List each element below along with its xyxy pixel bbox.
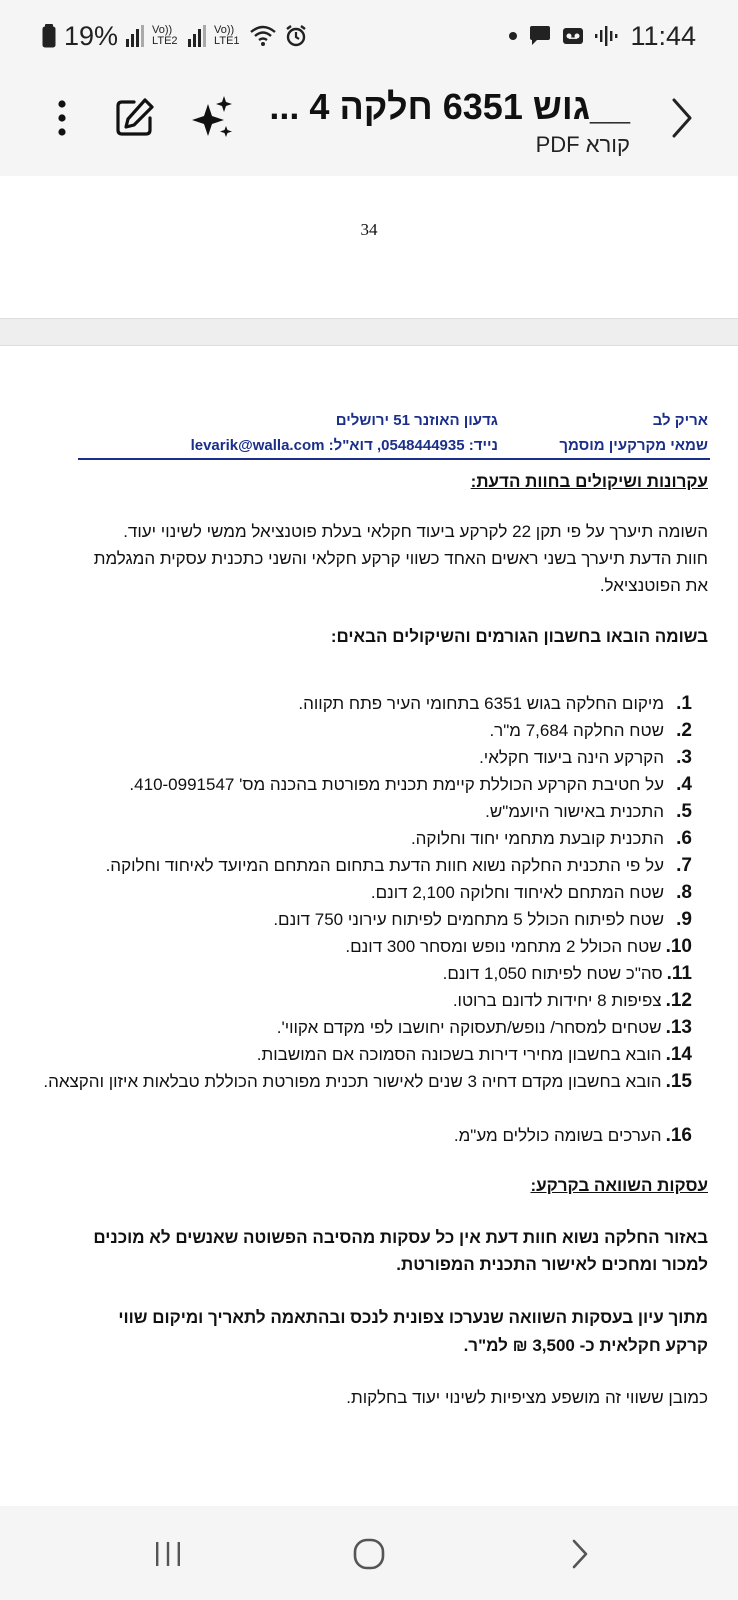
app-subtitle: קורא PDF <box>535 132 630 157</box>
paragraph-line: חוות הדעת תיערך בשני ראשים האחד כשווי קרקע חקלאי והשני כתכנית עסקית המגלמת <box>93 549 708 568</box>
wifi-icon <box>250 25 276 47</box>
letterhead-divider <box>78 458 710 460</box>
item-number: 10. <box>665 936 692 957</box>
item-number: 15. <box>665 1071 692 1092</box>
voicemail-icon <box>562 25 584 47</box>
recents-button[interactable] <box>144 1530 192 1578</box>
signal-icon-2 <box>188 25 206 47</box>
status-right <box>508 18 696 54</box>
item-text: התכנית קובעת מתחמי יחוד וחלוקה. <box>410 829 664 848</box>
item-text: צפיפות 8 יחידות לדונם ברוטו. <box>452 991 662 1010</box>
nav-back-button[interactable] <box>556 1530 604 1578</box>
list-item <box>12 1068 692 1122</box>
list-item <box>12 825 692 852</box>
sim1-label: Vo)) LTE2 <box>152 24 178 47</box>
pdf-viewer[interactable] <box>0 176 738 1506</box>
item-text: סה"כ שטח לפיתוח 1,050 דונם. <box>442 964 663 983</box>
item-number: 8. <box>676 882 692 903</box>
sound-wave-icon <box>594 25 620 47</box>
item-number: 3. <box>676 747 692 768</box>
section-title-factors: בשומה הובאו בחשבון הגורמים והשיקולים הבאים: <box>330 627 708 646</box>
list-item <box>12 744 692 771</box>
item-number: 6. <box>676 828 692 849</box>
paragraph-line: את הפוטנציאל. <box>599 576 708 595</box>
chevron-back-icon <box>670 97 694 139</box>
signal-icon <box>126 25 144 47</box>
item-number: 4. <box>676 774 692 795</box>
list-item <box>12 1041 692 1068</box>
edit-icon <box>110 94 158 142</box>
section-title-comparables: עסקות השוואה בקרקע: <box>530 1176 708 1195</box>
list-item <box>12 987 692 1014</box>
document-title: __גוש 6351 חלקה 4 ... <box>269 86 630 127</box>
paragraph-line: באזור החלקה נשוא חוות דעת אין כל עסקות מהסיבה הפשוטה שאנשים לא מוכנים <box>93 1228 708 1247</box>
item-text: הערכים בשומה כוללים מע"מ. <box>453 1126 662 1145</box>
appraiser-contact: נייד: 0548444935, דוא"ל: levarik@walla.com <box>190 437 498 454</box>
factors-list <box>12 690 692 1149</box>
item-text: על חטיבת הקרקע הכוללת קיימת תכנית מפורטת בהכנה מס' 410-0991547. <box>129 775 664 794</box>
item-number: 1. <box>676 693 692 714</box>
system-nav-bar <box>0 1506 738 1600</box>
item-text: הובא בחשבון מקדם דחיה 3 שנים לאישור תכנית מפורטת הכוללת טבלאות איזון והקצאה. <box>43 1072 662 1091</box>
battery-icon <box>42 24 56 48</box>
sim2-label: Vo)) LTE1 <box>214 24 240 47</box>
recents-icon <box>153 1539 183 1569</box>
alarm-icon <box>284 24 308 48</box>
list-item <box>12 798 692 825</box>
appraiser-role: שמאי מקרקעין מוסמך <box>559 437 708 454</box>
item-text: שטח החלקה 7,684 מ"ר. <box>489 721 664 740</box>
more-options-button[interactable] <box>44 94 80 142</box>
page-separator <box>0 318 738 346</box>
section-title-principles: עקרונות ושיקולים בחוות הדעת: <box>470 472 708 491</box>
item-text: התכנית באישור היועמ"ש. <box>485 802 664 821</box>
clock: 11:44 <box>630 20 696 51</box>
home-icon <box>352 1537 386 1571</box>
list-item <box>12 771 692 798</box>
status-left <box>42 18 308 54</box>
paragraph-line: למכור ומחכים לאישור התכנית המפורטת. <box>396 1255 708 1274</box>
item-text: הקרקע הינה ביעוד חקלאי. <box>479 748 664 767</box>
item-text: מיקום החלקה בגוש 6351 בתחומי העיר פתח תקווה. <box>298 694 664 713</box>
item-text: על פי התכנית החלקה נשוא חוות הדעת בתחום המתחם המיועד לאיחוד וחלוקה. <box>105 856 664 875</box>
paragraph-line: כמובן ששווי זה מושפע מציפיות לשינוי יעוד בחלקות. <box>346 1388 708 1407</box>
ai-assist-button[interactable] <box>188 92 238 142</box>
item-number: 13. <box>665 1017 692 1038</box>
back-button[interactable] <box>662 92 702 144</box>
appraiser-address: גדעון האוזנר 51 ירושלים <box>335 412 498 429</box>
item-number: 11. <box>666 963 692 984</box>
item-text: שטח לפיתוח הכולל 5 מתחמים לפיתוח עירוני 750 דונם. <box>273 910 664 929</box>
chat-icon <box>528 25 552 47</box>
paragraph-line: קרקע חקלאית כ- 3,500 ₪ למ"ר. <box>463 1336 708 1355</box>
battery-percent: 19% <box>64 20 119 51</box>
item-number: 9. <box>676 909 692 930</box>
item-number: 7. <box>676 855 692 876</box>
dot-icon <box>508 31 518 41</box>
home-button[interactable] <box>345 1530 393 1578</box>
item-number: 2. <box>676 720 692 741</box>
item-number: 14. <box>665 1044 692 1065</box>
item-text: שטח המתחם לאיחוד וחלוקה 2,100 דונם. <box>370 883 664 902</box>
letterhead-contact-block <box>191 408 498 458</box>
item-text: שטח הכולל 2 מתחמי נופש ומסחר 300 דונם. <box>345 937 662 956</box>
status-bar <box>0 0 738 72</box>
page-number: 34 <box>360 220 378 239</box>
item-number: 12. <box>665 990 692 1011</box>
list-item <box>12 906 692 933</box>
sparkle-icon <box>188 92 238 142</box>
list-item <box>12 1014 692 1041</box>
app-bar <box>0 72 738 176</box>
more-vert-icon <box>44 94 80 142</box>
paragraph-line: מתוך עיון בעסקות השוואה שנערכו צפונית לנכס ובהתאמה לתאריך ומיקום שווי <box>118 1308 708 1327</box>
letterhead-name-block <box>559 408 708 458</box>
list-item <box>12 960 692 987</box>
list-item <box>12 933 692 960</box>
item-text: הובא בחשבון מחירי דירות בשכונה הסמוכה אם המושבות. <box>256 1045 662 1064</box>
back-icon <box>570 1538 590 1570</box>
list-item <box>12 717 692 744</box>
list-item <box>12 690 692 717</box>
item-number: 16. <box>665 1125 692 1146</box>
list-item <box>12 879 692 906</box>
item-number: 5. <box>676 801 692 822</box>
list-item <box>12 852 692 879</box>
paragraph-line: השומה תיערך על פי תקן 22 לקרקע ביעוד חקלאי בעלת פוטנציאל ממשי לשינוי יעוד. <box>123 522 708 541</box>
edit-button[interactable] <box>110 94 158 142</box>
appraiser-name: אריק לב <box>652 412 708 429</box>
item-text: שטחים למסחר/ נופש/תעסוקה יחושבו לפי מקדם אקווי'. <box>276 1018 662 1037</box>
list-item <box>12 1122 692 1149</box>
